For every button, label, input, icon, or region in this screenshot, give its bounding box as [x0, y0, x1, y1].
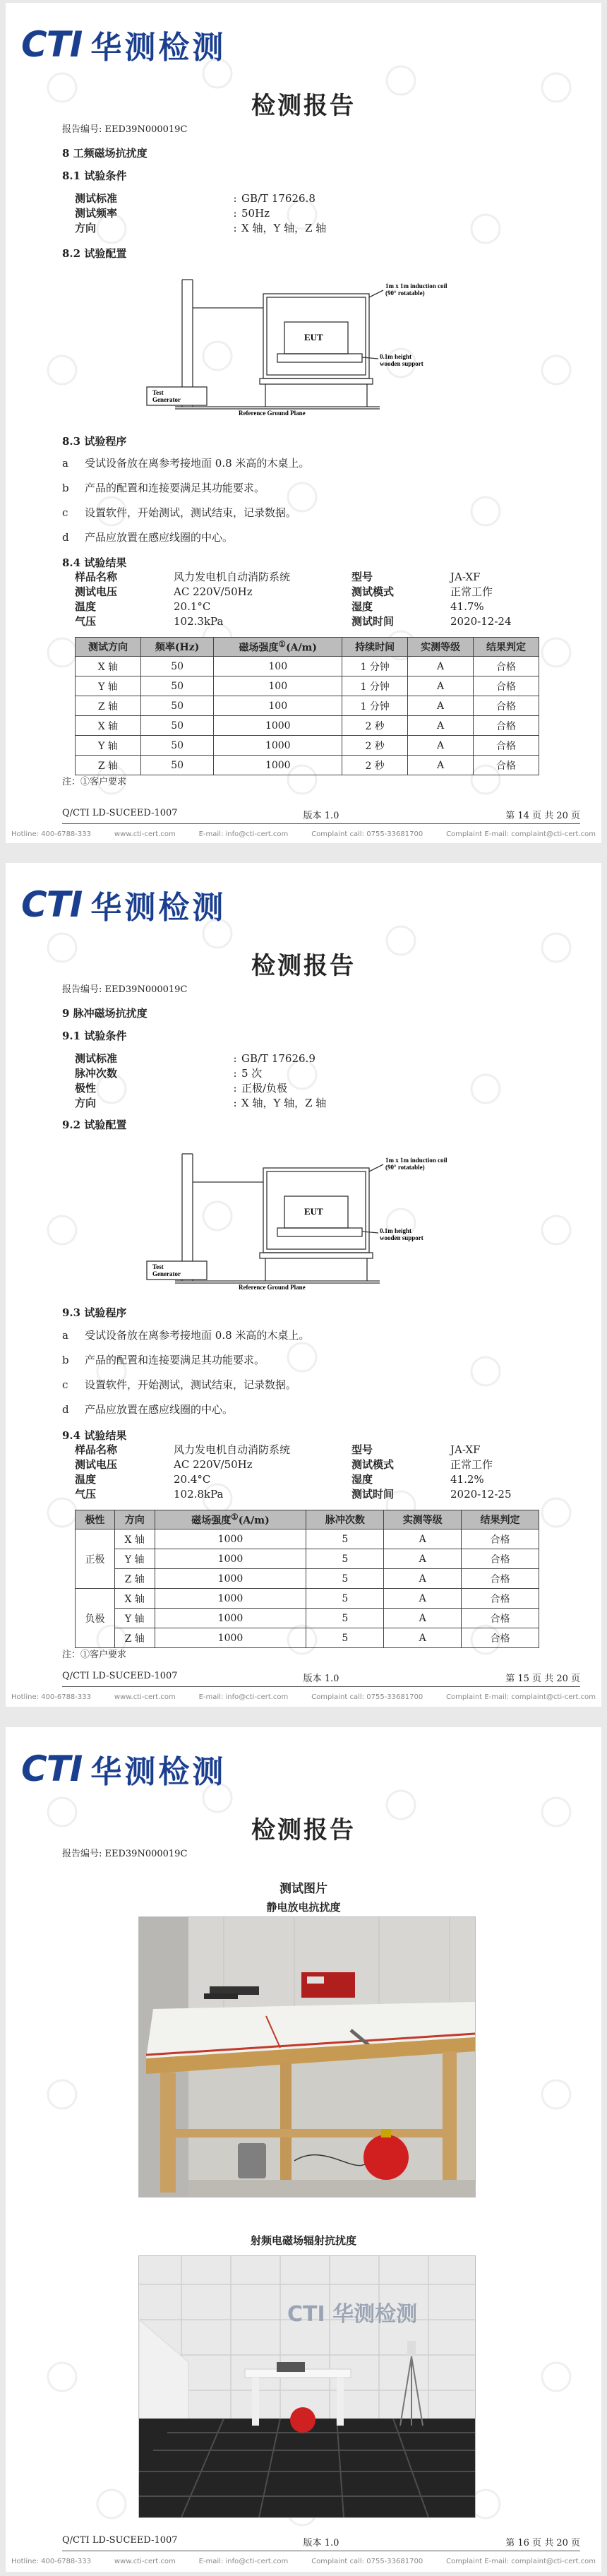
- subsection-results: 9.4 试验结果: [62, 1429, 127, 1442]
- page-footer: Q/CTI LD-SUCEED-1007 版本 1.0 第 14 页 共 20 页: [62, 808, 580, 824]
- procedure-step: d 产品应放置在感应线圈的中心。: [62, 531, 234, 544]
- subsection-procedure: 8.3 试验程序: [62, 435, 127, 448]
- page-title: 检测报告: [251, 952, 356, 980]
- rf-chamber-photo: [138, 2255, 476, 2518]
- polarity-cell: 负极: [76, 1589, 115, 1648]
- diagram-coil-label: 1m x 1m induction coil: [385, 282, 447, 290]
- cti-logo: [21, 1747, 226, 1791]
- cti-logo: [21, 23, 226, 66]
- condition-value: GB/T 17626.8: [241, 191, 315, 205]
- table-row: X 轴 50 100 1 分钟 A 合格: [76, 657, 539, 676]
- logo-chinese: 华测检测: [90, 890, 227, 926]
- diagram-coil-note: (90° rotatable): [385, 290, 425, 297]
- logo-latin: CTI: [21, 1748, 83, 1789]
- condition-key: 方向: [75, 222, 97, 234]
- diagram-eut-label: EUT: [304, 332, 323, 342]
- procedure-step: c 设置软件，开始测试，测试结束，记录数据。: [62, 1378, 297, 1391]
- page-footer: Q/CTI LD-SUCEED-1007 版本 1.0 第 15 页 共 20 页: [62, 1671, 580, 1687]
- diagram-coil-note: (90° rotatable): [385, 1164, 425, 1171]
- logo-chinese: 华测检测: [90, 30, 227, 66]
- polarity-cell: 正极: [76, 1530, 115, 1589]
- results-header-row: 极性 方向 磁场强度①(A/m) 脉冲次数 实测等级 结果判定: [76, 1510, 539, 1530]
- report-page-15: [6, 863, 601, 1707]
- subsection-conditions: 9.1 试验条件: [62, 1030, 127, 1042]
- table-row: Y 轴 50 1000 2 秒 A 合格: [76, 736, 539, 756]
- esd-photo-drawing: [139, 1917, 475, 2197]
- logo-chinese: 华测检测: [90, 1754, 227, 1790]
- logo-latin: CTI: [21, 884, 83, 925]
- contact-line: Hotline: 400-6788-333 www.cti-cert.com E-mail: info@cti-cert.com Complaint call: 0755-33681700 Complaint E-mail: complaint@cti-cert.com: [11, 830, 596, 838]
- subsection-setup: 8.2 试验配置: [62, 247, 127, 260]
- diagram-ground-label: Reference Ground Plane: [239, 1284, 306, 1291]
- results-table: [75, 637, 539, 775]
- rf-photo-drawing: [139, 2256, 475, 2517]
- table-row: Z 轴 1000 5 A 合格: [76, 1628, 539, 1648]
- subsection-setup: 9.2 试验配置: [62, 1119, 127, 1131]
- diagram-support-label: 0.1m height: [380, 353, 411, 360]
- table-row: 正极 X 轴 1000 5 A 合格: [76, 1530, 539, 1549]
- table-row: Z 轴 50 100 1 分钟 A 合格: [76, 696, 539, 716]
- results-table: [75, 1510, 539, 1648]
- table-row: Y 轴 1000 5 A 合格: [76, 1549, 539, 1569]
- subsection-procedure: 9.3 试验程序: [62, 1306, 127, 1319]
- contact-line: Hotline: 400-6788-333 www.cti-cert.com E-mail: info@cti-cert.com Complaint call: 0755-33681700 Complaint E-mail: complaint@cti-cert.com: [11, 1693, 596, 1701]
- procedure-step: a 受试设备放在离参考接地面 0.8 米高的木桌上。: [62, 457, 310, 470]
- diagram-eut-label: EUT: [304, 1206, 323, 1217]
- diagram-generator-label: Test: [152, 1263, 164, 1270]
- condition-key: 测试频率: [75, 207, 118, 220]
- diagram-generator-label: Test: [152, 389, 164, 396]
- table-row: X 轴 50 1000 2 秒 A 合格: [76, 716, 539, 736]
- logo-latin: CTI: [21, 24, 83, 65]
- sample-info-table: 样品名称 风力发电机自动消防系统 型号 JA-XF 测试电压 AC 220V/50Hz 测试模式 正常工作 温度 20.4°C 湿度 41.2% 气压 102.8kPa 测试时间 2020-12-25: [75, 1443, 512, 1501]
- subsection-conditions: 8.1 试验条件: [62, 169, 127, 182]
- procedure-step: b 产品的配置和连接要满足其功能要求。: [62, 482, 265, 494]
- diagram-coil-label: 1m x 1m induction coil: [385, 1157, 447, 1164]
- diagram-support-note: wooden support: [380, 1234, 423, 1241]
- esd-test-photo: [138, 1916, 476, 2198]
- subsection-results: 8.4 试验结果: [62, 556, 127, 569]
- procedure-step: b 产品的配置和连接要满足其功能要求。: [62, 1354, 265, 1366]
- condition-value: X 轴，Y 轴，Z 轴: [241, 222, 327, 234]
- diagram-support-note: wooden support: [380, 360, 423, 367]
- table-row: Z 轴 50 1000 2 秒 A 合格: [76, 756, 539, 775]
- page-title: 检测报告: [251, 92, 356, 120]
- test-setup-diagram: [152, 266, 479, 417]
- table-row: 负极 X 轴 1000 5 A 合格: [76, 1589, 539, 1609]
- section-heading: 8 工频磁场抗扰度: [62, 147, 148, 160]
- condition-key: 测试标准: [75, 192, 118, 205]
- procedure-list: [62, 1328, 309, 1426]
- procedure-list: [62, 455, 309, 554]
- report-number: 报告编号: EED39N000019C: [62, 124, 188, 135]
- procedure-step: a 受试设备放在离参考接地面 0.8 米高的木桌上。: [62, 1329, 310, 1342]
- report-page-14: [6, 3, 601, 843]
- diagram-generator-note: Generator: [152, 396, 181, 403]
- table-row: Z 轴 1000 5 A 合格: [76, 1569, 539, 1589]
- sample-info-table: 样品名称 风力发电机自动消防系统 型号 JA-XF 测试电压 AC 220V/50Hz 测试模式 正常工作 温度 20.1°C 湿度 41.7% 气压 102.3kPa 测试时间 2020-12-24: [75, 570, 512, 628]
- test-setup-diagram: [152, 1140, 479, 1291]
- procedure-step: d 产品应放置在感应线圈的中心。: [62, 1403, 234, 1416]
- conditions-table: 测试标准 : GB/T 17626.9 脉冲次数 : 5 次 极性 : 正极/负极 方向 : X 轴，Y 轴，Z 轴: [75, 1051, 327, 1109]
- table-row: Y 轴 1000 5 A 合格: [76, 1609, 539, 1628]
- conditions-table: 测试标准 : GB/T 17626.8 测试频率 : 50Hz 方向 : X 轴，Y 轴，Z 轴: [75, 191, 332, 235]
- cti-logo: [21, 883, 226, 926]
- diagram-generator-note: Generator: [152, 1270, 181, 1277]
- section-heading: 9 脉冲磁场抗扰度: [62, 1007, 148, 1020]
- report-number: 报告编号: EED39N000019C: [62, 1849, 188, 1859]
- condition-value: 50Hz: [241, 206, 270, 220]
- procedure-step: c 设置软件，开始测试，测试结束，记录数据。: [62, 506, 297, 519]
- table-note: 注：①客户要求: [62, 777, 127, 787]
- table-row: Y 轴 50 100 1 分钟 A 合格: [76, 676, 539, 696]
- results-header-row: 测试方向 频率(Hz) 磁场强度①(A/m) 持续时间 实测等级 结果判定: [76, 638, 539, 657]
- photo1-caption: 静电放电抗扰度: [266, 1901, 341, 1914]
- table-note: 注：①客户要求: [62, 1650, 127, 1660]
- report-number: 报告编号: EED39N000019C: [62, 984, 188, 995]
- diagram-support-label: 0.1m height: [380, 1227, 411, 1234]
- page-footer: Q/CTI LD-SUCEED-1007 版本 1.0 第 16 页 共 20 页: [62, 2535, 580, 2551]
- report-page-16: [6, 1727, 601, 2572]
- photo2-caption: 射频电磁场辐射抗扰度: [250, 2234, 356, 2247]
- chamber-wall-sign: CTI 华测检测: [287, 2302, 418, 2327]
- contact-line: Hotline: 400-6788-333 www.cti-cert.com E-mail: info@cti-cert.com Complaint call: 0755-33681700 Complaint E-mail: complaint@cti-cert.com: [11, 2558, 596, 2565]
- photos-heading: 测试图片: [280, 1882, 327, 1896]
- diagram-ground-label: Reference Ground Plane: [239, 410, 306, 417]
- page-title: 检测报告: [251, 1816, 356, 1844]
